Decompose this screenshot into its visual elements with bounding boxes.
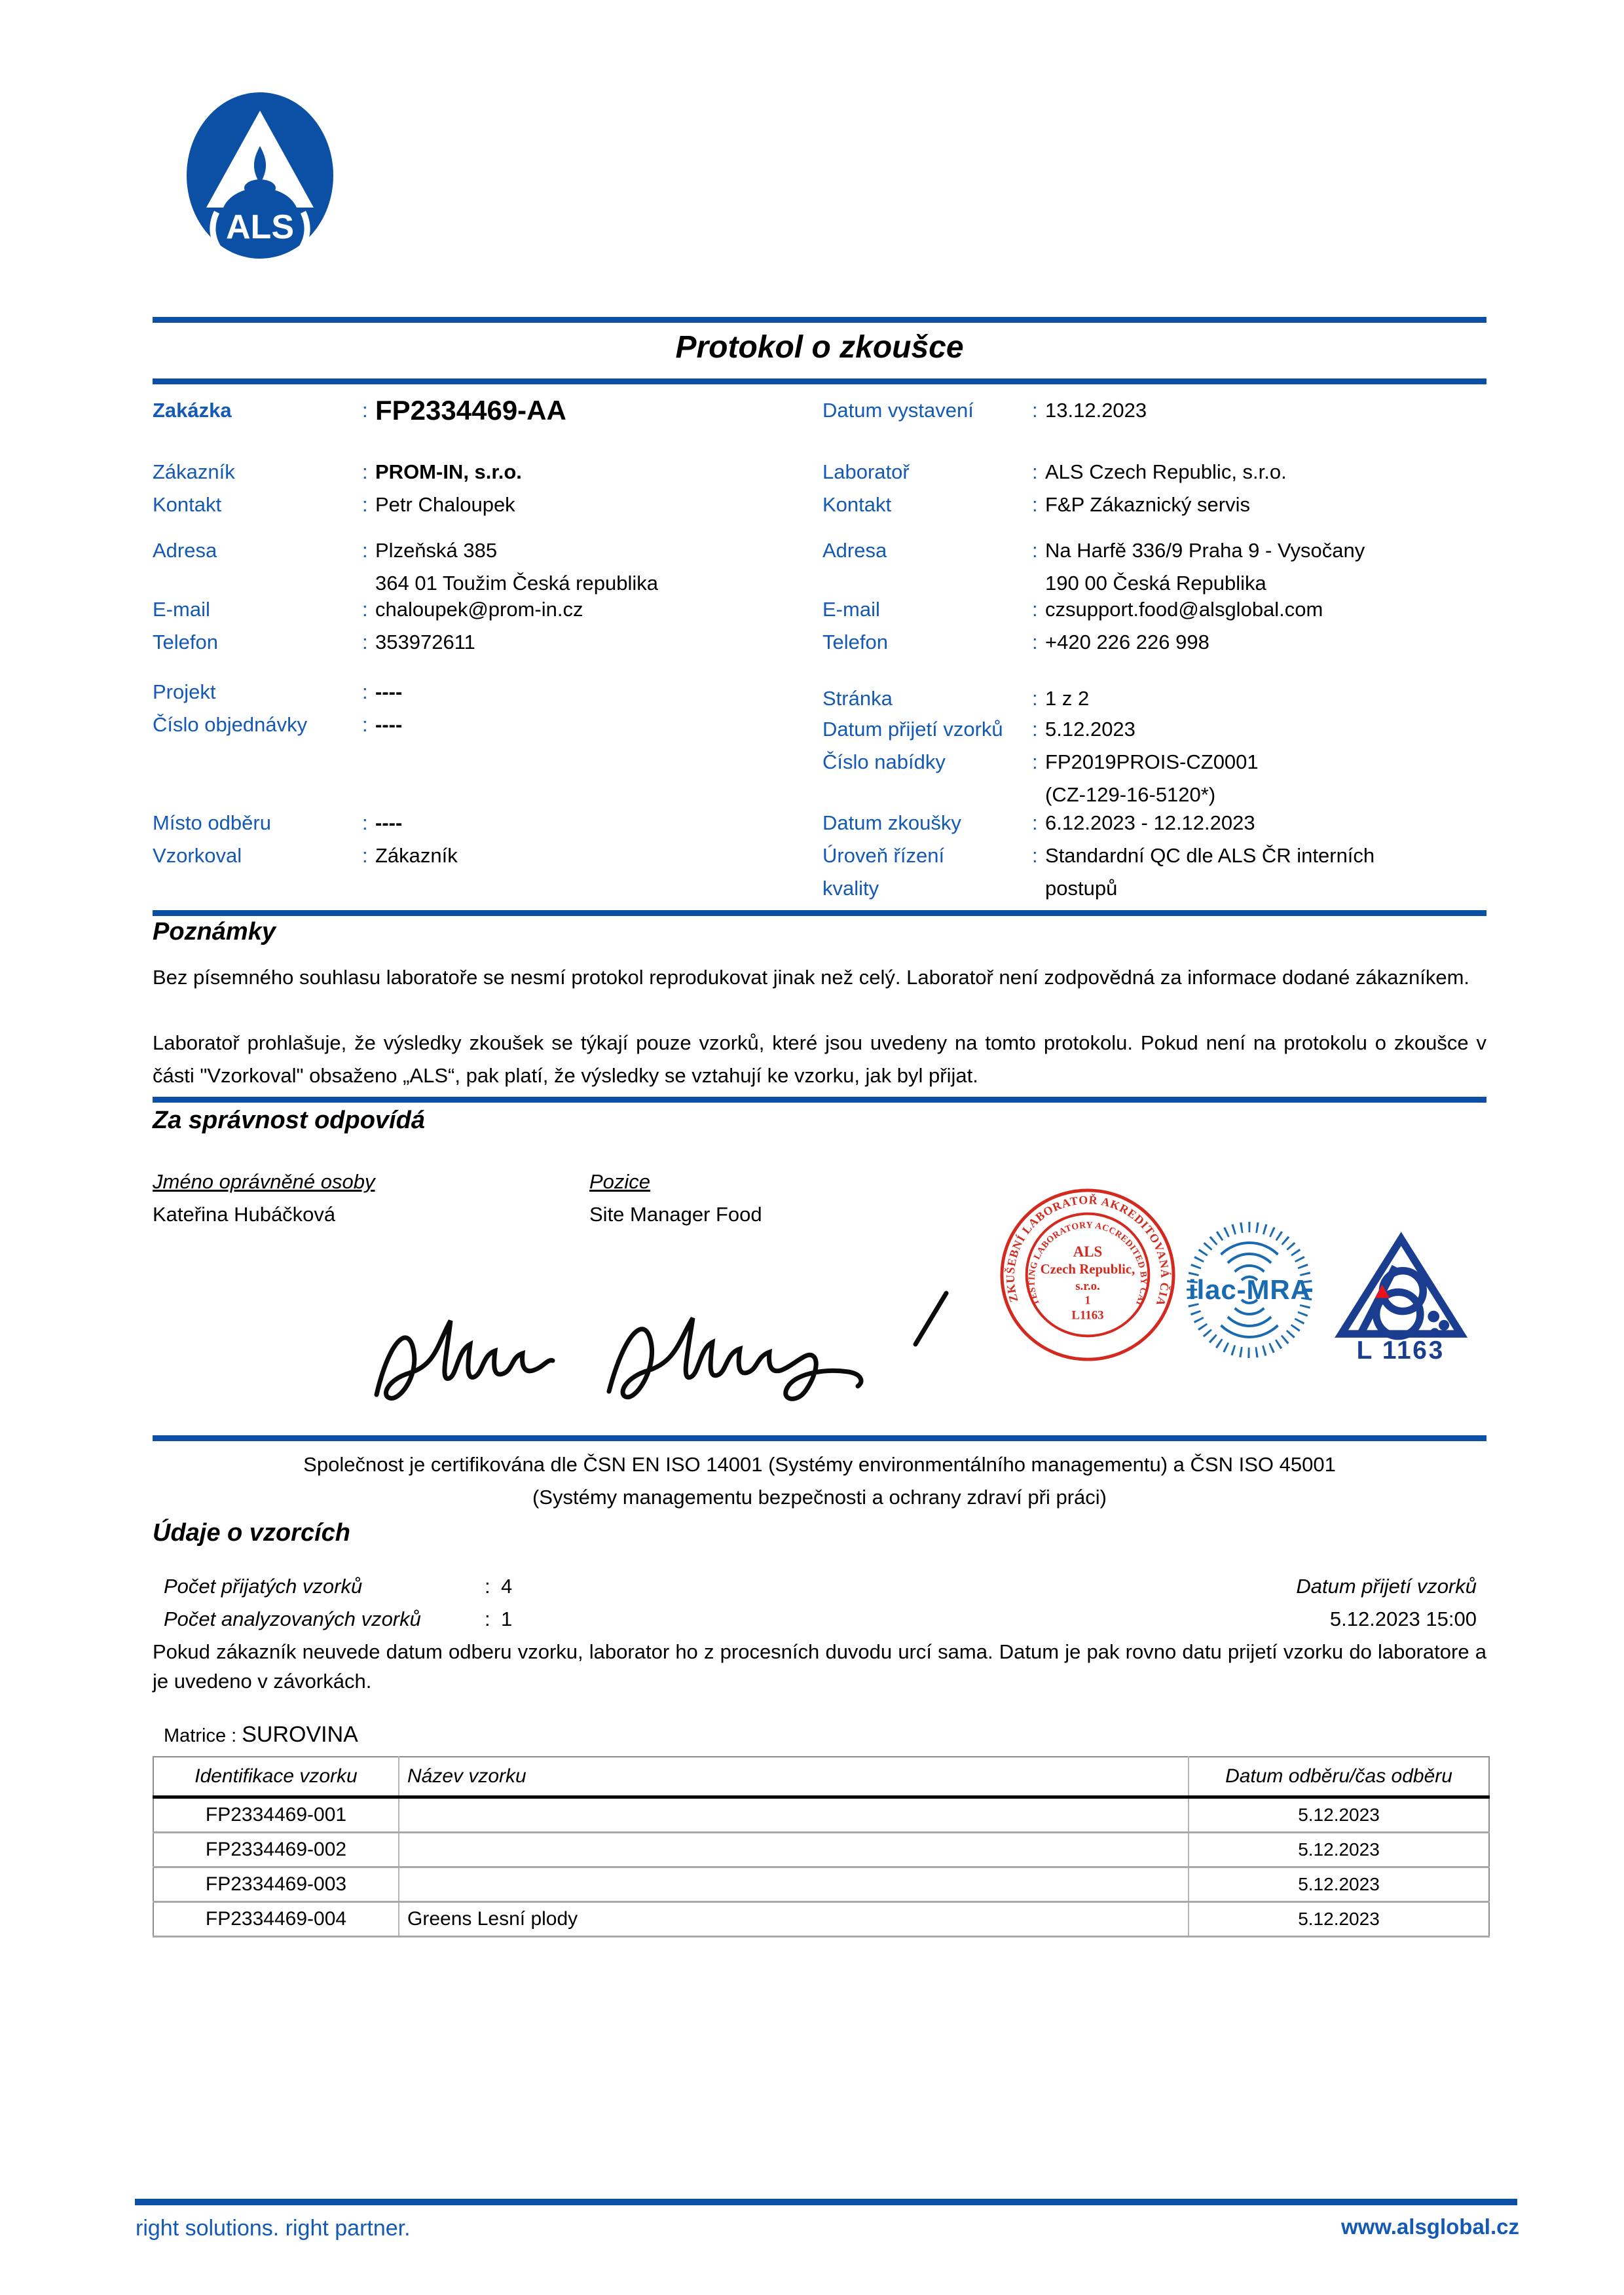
field-value: FP2019PROIS-CZ0001 [1045,750,1259,773]
ilac-mra-icon [1184,1219,1315,1360]
colon: : [1032,844,1038,867]
stamp-center-line3: s.r.o. [1075,1279,1100,1293]
field-value: 1 [501,1607,513,1630]
field-label: Telefon [822,631,888,653]
colon: : [1032,399,1038,422]
field-label: Projekt [153,680,216,703]
field-value: ---- [375,680,403,703]
sample-date: 5.12.2023 [1189,1833,1489,1867]
field-label: Adresa [153,539,217,562]
sample-name [399,1867,1189,1902]
colon: : [1032,750,1038,773]
colon: : [362,598,368,621]
accreditation-stamp-icon [997,1184,1179,1366]
field-value: ---- [375,811,403,834]
colon: : [1032,493,1038,516]
field-value: 5.12.2023 [1045,718,1135,741]
field-value: 13.12.2023 [1045,399,1147,422]
table-row [153,1902,1489,1937]
colon: : [1032,460,1038,483]
field-value: ---- [375,713,403,736]
stamp-center-line4: 1 [1084,1293,1091,1307]
sample-date: 5.12.2023 [1189,1867,1489,1902]
matrice-label: Matrice : [164,1725,237,1746]
page-indicator: 1 z 2 [1045,687,1090,710]
colon: : [362,713,368,736]
field-label: Adresa [822,539,887,562]
signature-image [354,1274,982,1427]
table-row [153,1797,1489,1833]
footer-website: www.alsglobal.cz [1340,2214,1519,2239]
cia-mark-icon [1324,1217,1475,1362]
field-label: Počet přijatých vzorků [164,1575,363,1598]
colon: : [362,539,368,562]
field-value: 353972611 [375,631,475,653]
table-header-row [153,1757,1489,1797]
divider-notes-top [153,910,1486,916]
field-label: Zakázka [153,399,232,422]
table-row [153,1867,1489,1902]
field-label: Telefon [153,631,218,653]
field-value-line2: postupů [1045,877,1118,900]
colon: : [362,399,368,422]
field-label: Laboratoř [822,460,910,483]
field-value: 4 [501,1575,513,1598]
field-value-line2: 364 01 Toužim Česká republika [375,572,658,595]
sample-name [399,1833,1189,1867]
divider-cert [153,1435,1486,1441]
sample-id: FP2334469-002 [153,1833,399,1867]
sample-name [399,1797,1189,1833]
divider-top [153,317,1486,323]
samples-table [153,1756,1490,1937]
approval-heading: Za správnost odpovídá [153,1107,425,1134]
field-value: 6.12.2023 - 12.12.2023 [1045,811,1255,834]
field-value: Plzeňská 385 [375,539,498,562]
footer-divider [135,2199,1517,2205]
matrice-row [164,1722,358,1748]
page-title: Protokol o zkoušce [675,330,964,365]
samples-note: Pokud zákazník neuvede datum odberu vzorku, laborator ho z procesních duvodu urcí sama. Datum je pak rovno datu prijetí vzorku do laboratore a je uvedeno v závorkách. [153,1640,1486,1693]
colon: : [1032,811,1038,834]
field-label: Počet analyzovaných vzorků [164,1607,421,1630]
date-received-value: 5.12.2023 15:00 [1329,1607,1477,1630]
notes-paragraph-1: Bez písemného souhlasu laboratoře se nesmí protokol reprodukovat jinak než celý. Laboratoř není zodpovědná za informace dodané zákazníkem. [153,966,1470,989]
field-label: Kontakt [153,493,222,516]
field-value: Na Harfě 336/9 Praha 9 - Vysočany [1045,539,1365,562]
certification-line2: (Systémy managementu bezpečnosti a ochrany zdraví při práci) [532,1486,1107,1509]
als-logo-text: ALS [226,208,294,246]
approver-position-label: Pozice [589,1170,651,1193]
field-label: Zákazník [153,460,235,483]
certification-line1: Společnost je certifikována dle ČSN EN ISO 14001 (Systémy environmentálního managementu) a ČSN ISO 45001 [303,1453,1336,1476]
als-logo-icon [185,91,335,260]
field-value: czsupport.food@alsglobal.com [1045,598,1323,621]
sample-name: Greens Lesní plody [399,1902,1189,1937]
field-label: E-mail [822,598,880,621]
sample-id: FP2334469-004 [153,1902,399,1937]
colon: : [1032,598,1038,621]
field-label: Datum vystavení [822,399,974,422]
field-value: chaloupek@prom-in.cz [375,598,583,621]
field-label: Datum zkoušky [822,811,961,834]
colon: : [485,1575,490,1598]
sample-id: FP2334469-001 [153,1797,399,1833]
samples-heading: Údaje o vzorcích [153,1519,350,1547]
sample-id: FP2334469-003 [153,1867,399,1902]
field-value: Zákazník [375,844,458,867]
colon: : [485,1607,490,1630]
column-header-id: Identifikace vzorku [153,1757,399,1797]
field-label: Vzorkoval [153,844,242,867]
stamp-center-line1: ALS [1073,1243,1103,1260]
matrice-value: SUROVINA [242,1722,358,1747]
field-label: Číslo nabídky [822,750,946,773]
colon: : [1032,631,1038,653]
notes-paragraph-2: Laboratoř prohlašuje, že výsledky zkoušek se týkají pouze vzorků, které jsou uvedeny na tomto protokolu. Pokud není na protokolu o zkoušce v části "Vzorkoval" obsaženo „ALS“, pak platí, že výsledky se vztahují ke vzorku, jak byl přijat. [153,1031,1486,1087]
column-header-name: Název vzorku [399,1757,1189,1797]
notes-heading: Poznámky [153,918,276,946]
ilac-mra-text: ilac-MRA [1189,1274,1310,1305]
sample-date: 5.12.2023 [1189,1797,1489,1833]
colon: : [362,460,368,483]
colon: : [1032,539,1038,562]
field-value-line2: 190 00 Česká Republika [1045,572,1266,595]
cia-code-text: L 1163 [1356,1336,1445,1362]
colon: : [362,631,368,653]
approver-position: Site Manager Food [589,1203,762,1226]
field-label: Stránka [822,687,893,710]
field-value: +420 226 226 998 [1045,631,1209,653]
divider-under-title [153,378,1486,384]
approver-name-label: Jméno oprávněné osoby [153,1170,375,1193]
colon: : [362,811,368,834]
footer-tagline: right solutions. right partner. [136,2216,411,2241]
field-label: E-mail [153,598,210,621]
stamp-center-line5: L1163 [1071,1308,1104,1323]
order-number: FP2334469-AA [375,395,566,426]
field-value: F&P Zákaznický servis [1045,493,1250,516]
field-label: Místo odběru [153,811,271,834]
table-row [153,1833,1489,1867]
field-label: Kontakt [822,493,892,516]
field-label: Číslo objednávky [153,713,308,736]
stamp-inner-text: TESTING LABORATORY ACCREDITED BY CAI [1027,1221,1149,1308]
colon: : [362,680,368,703]
colon: : [1032,687,1038,710]
stamp-center-line2: Czech Republic, [1040,1261,1135,1277]
stamp-outer-text: ZKUŠEBNÍ LABORATOŘ AKREDITOVANÁ ČIA [1003,1193,1172,1308]
colon: : [362,493,368,516]
colon: : [362,844,368,867]
approver-name: Kateřina Hubáčková [153,1203,336,1226]
sample-date: 5.12.2023 [1189,1902,1489,1937]
colon: : [1032,718,1038,741]
field-label: Datum přijetí vzorků [822,718,1003,741]
field-value: Standardní QC dle ALS ČR interních [1045,844,1375,867]
date-received-label: Datum přijetí vzorků [1296,1575,1477,1598]
field-value: Petr Chaloupek [375,493,515,516]
field-label: Úroveň řízení [822,844,945,867]
field-label-line2: kvality [822,877,879,900]
column-header-date: Datum odběru/čas odběru [1189,1757,1489,1797]
field-value: PROM-IN, s.r.o. [375,460,522,483]
field-value-line2: (CZ-129-16-5120*) [1045,783,1216,806]
divider-notes-bottom [153,1097,1486,1103]
field-value: ALS Czech Republic, s.r.o. [1045,460,1287,483]
